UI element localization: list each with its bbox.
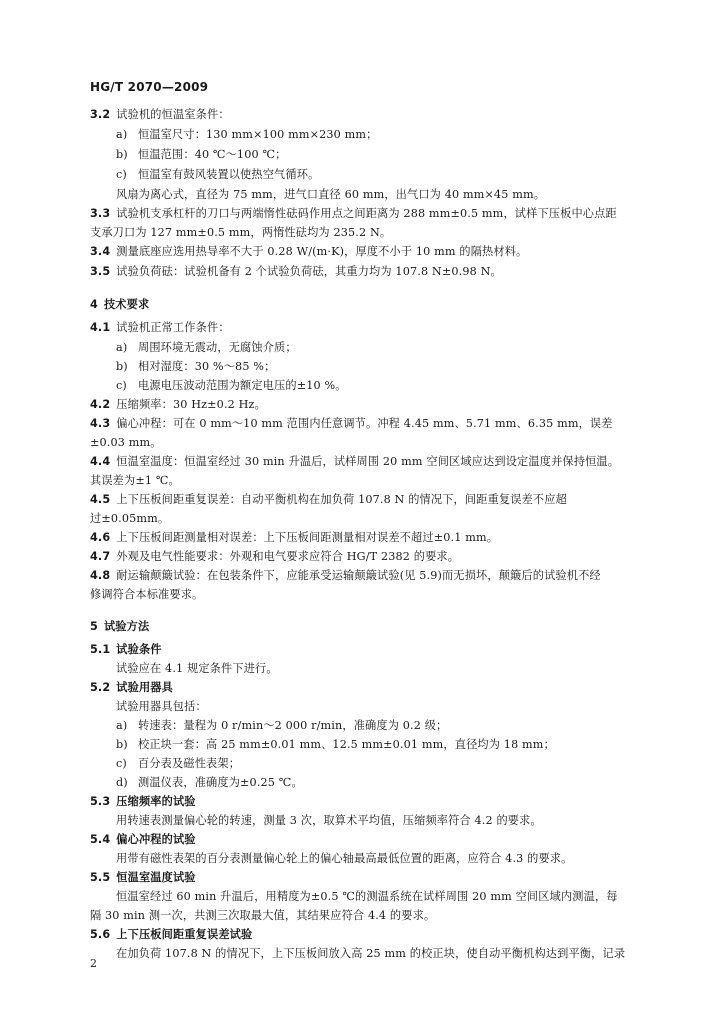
line-text: 测温仪表，准确度为±0.25 ℃。 xyxy=(138,776,303,789)
list-item-line xyxy=(116,756,706,772)
line-text: ±0.03 mm。 xyxy=(90,436,162,449)
section-heading: 试验条件 xyxy=(116,643,162,656)
list-label: a) xyxy=(116,128,128,141)
line-text: 试验负荷砝：试验机备有 2 个试验负荷砝，其重力均为 107.8 N±0.98 N。 xyxy=(116,265,502,278)
line-text: 用带有磁性表架的百分表测量偏心轮上的偏心轴最高最低位置的距离，应符合 4.3 的要求。 xyxy=(116,852,573,865)
clause-number: 4.5 xyxy=(90,493,111,506)
line-text: 恒温室尺寸：130 mm×100 mm×230 mm； xyxy=(138,128,378,141)
list-item-line xyxy=(116,127,706,143)
clause-line xyxy=(90,549,680,565)
line-text: 百分表及磁性表架； xyxy=(138,757,241,770)
clause-line xyxy=(90,794,680,810)
clause-number: 4.4 xyxy=(90,455,111,468)
line-text: 试验应在 4.1 规定条件下进行。 xyxy=(116,662,278,675)
line-text: 修调符合本标准要求。 xyxy=(90,588,204,601)
line-text: 恒温室经过 60 min 升温后，用精度为±0.5 ℃的测温系统在试样周围 20 mm 空间区域内测温，每 xyxy=(116,890,618,903)
line-text: 测量底座应选用热导率不大于 0.28 W/(m·K)，厚度不小于 10 mm 的隔热材料。 xyxy=(116,245,528,258)
section-heading: 压缩频率的试验 xyxy=(116,795,196,808)
list-item-line xyxy=(116,718,706,734)
clause-line xyxy=(90,297,680,313)
clause-line xyxy=(90,244,680,260)
list-label: b) xyxy=(116,360,128,373)
clause-number: 3.4 xyxy=(90,245,111,258)
text-line xyxy=(116,813,706,829)
line-text: 隔 30 min 测一次，共测三次取最大值，其结果应符合 4.4 的要求。 xyxy=(90,909,436,922)
list-label: a) xyxy=(116,719,128,732)
text-line xyxy=(116,851,706,867)
line-text: 试验机的恒温室条件： xyxy=(116,108,230,121)
clause-number: 5.1 xyxy=(90,643,111,656)
text-line xyxy=(90,225,680,241)
clause-line xyxy=(90,454,680,470)
line-text: 周围环境无震动，无腐蚀介质； xyxy=(138,341,297,354)
text-line xyxy=(90,435,680,451)
line-text: 上下压板间距重复误差：自动平衡机构在加负荷 107.8 N 的情况下，间距重复误差不应超 xyxy=(116,493,567,506)
line-text: 在加负荷 107.8 N 的情况下，上下压板间放入高 25 mm 的校正块，使自动平衡机构达到平衡，记录 xyxy=(116,947,626,960)
clause-number: 4.1 xyxy=(90,321,111,334)
line-text: 上下压板间距测量相对误差：上下压板间距测量相对误差不超过±0.1 mm。 xyxy=(116,531,499,544)
list-label: a) xyxy=(116,341,128,354)
clause-line xyxy=(90,206,680,222)
clause-number: 4 xyxy=(90,298,98,311)
line-text: 试验机支承杠杆的刀口与两端惰性砝码作用点之间距离为 288 mm±0.5 mm，试样下压板中心点距 xyxy=(116,207,617,220)
list-label: c) xyxy=(116,379,127,392)
section-heading: 上下压板间距重复误差试验 xyxy=(116,928,253,941)
text-line xyxy=(116,889,706,905)
clause-number: 5.5 xyxy=(90,871,111,884)
clause-line xyxy=(90,530,680,546)
line-text: 恒温室温度：恒温室经过 30 min 升温后，试样周围 20 mm 空间区域应达到设定温度并保持恒温。 xyxy=(116,455,620,468)
clause-number: 3.3 xyxy=(90,207,111,220)
clause-number: 5.3 xyxy=(90,795,111,808)
clause-number: 5.6 xyxy=(90,928,111,941)
clause-line xyxy=(90,264,680,280)
text-line xyxy=(116,661,706,677)
section-heading: 偏心冲程的试验 xyxy=(116,833,196,846)
line-text: 偏心冲程：可在 0 mm～10 mm 范围内任意调节。冲程 4.45 mm、5.71 mm、6.35 mm，误差 xyxy=(116,417,613,430)
text-line xyxy=(90,511,680,527)
page-number: 2 xyxy=(90,957,97,970)
line-text: 耐运输颠簸试验：在包装条件下，应能承受运输颠簸试验(见 5.9)而无损坏，颠簸后的试验机不经 xyxy=(116,569,601,582)
clause-number: 3.5 xyxy=(90,265,111,278)
list-item-line xyxy=(116,737,706,753)
text-line xyxy=(90,473,680,489)
line-text: 校正块一套：高 25 mm±0.01 mm、12.5 mm±0.01 mm，直径均为 18 mm； xyxy=(138,738,555,751)
clause-number: 4.6 xyxy=(90,531,111,544)
section-heading: 恒温室温度试验 xyxy=(116,871,196,884)
text-line xyxy=(116,699,706,715)
line-text: 用转速表测量偏心轮的转速，测量 3 次，取算术平均值，压缩频率符合 4.2 的要求。 xyxy=(116,814,542,827)
list-label: b) xyxy=(116,738,128,751)
standard-header: HG/T 2070—2009 xyxy=(90,80,209,94)
clause-number: 4.7 xyxy=(90,550,111,563)
clause-line xyxy=(90,642,680,658)
clause-line xyxy=(90,320,680,336)
list-item-line xyxy=(116,167,706,183)
line-text: 转速表：量程为 0 r/min～2 000 r/min，准确度为 0.2 级； xyxy=(138,719,448,732)
line-text: 支承刀口为 127 mm±0.5 mm，两惰性砝均为 235.2 N。 xyxy=(90,226,392,239)
line-text: 风扇为离心式，直径为 75 mm，进气口直径 60 mm，出气口为 40 mm×45 mm。 xyxy=(116,188,546,201)
text-line xyxy=(90,908,680,924)
section-heading: 试验方法 xyxy=(103,620,150,633)
line-text: 电源电压波动范围为额定电压的±10 %。 xyxy=(138,379,347,392)
clause-line xyxy=(90,680,680,696)
section-heading: 试验用器具 xyxy=(116,681,173,694)
clause-line xyxy=(90,870,680,886)
clause-number: 3.2 xyxy=(90,108,111,121)
clause-line xyxy=(90,927,680,943)
line-text: 试验机正常工作条件： xyxy=(116,321,230,334)
clause-number: 4.3 xyxy=(90,417,111,430)
text-line xyxy=(116,946,706,962)
line-text: 相对湿度：30 %～85 %； xyxy=(138,360,276,373)
line-text: 试验用器具包括： xyxy=(116,700,207,713)
line-text: 恒温范围：40 ℃～100 ℃； xyxy=(138,148,287,161)
clause-line xyxy=(90,619,680,635)
clause-number: 4.8 xyxy=(90,569,111,582)
list-item-line xyxy=(116,147,706,163)
clause-line xyxy=(90,416,680,432)
text-line xyxy=(90,587,680,603)
section-heading: 技术要求 xyxy=(103,298,150,311)
list-label: b) xyxy=(116,148,128,161)
list-label: c) xyxy=(116,757,127,770)
list-item-line xyxy=(116,359,706,375)
line-text: 压缩频率：30 Hz±0.2 Hz。 xyxy=(116,398,266,411)
line-text: 其误差为±1 ℃。 xyxy=(90,474,180,487)
list-item-line xyxy=(116,378,706,394)
clause-number: 5 xyxy=(90,620,98,633)
list-label: c) xyxy=(116,168,127,181)
clause-line xyxy=(90,568,680,584)
text-line xyxy=(116,187,706,203)
clause-line xyxy=(90,492,680,508)
clause-line xyxy=(90,832,680,848)
line-text: 恒温室有鼓风装置以使热空气循环。 xyxy=(138,168,320,181)
clause-number: 5.4 xyxy=(90,833,111,846)
list-item-line xyxy=(116,340,706,356)
clause-number: 4.2 xyxy=(90,398,111,411)
clause-line xyxy=(90,397,680,413)
list-item-line xyxy=(116,775,706,791)
clause-number: 5.2 xyxy=(90,681,111,694)
clause-line xyxy=(90,107,680,123)
line-text: 外观及电气性能要求：外观和电气要求应符合 HG/T 2382 的要求。 xyxy=(116,550,460,563)
list-label: d) xyxy=(116,776,128,789)
line-text: 过±0.05mm。 xyxy=(90,512,170,525)
